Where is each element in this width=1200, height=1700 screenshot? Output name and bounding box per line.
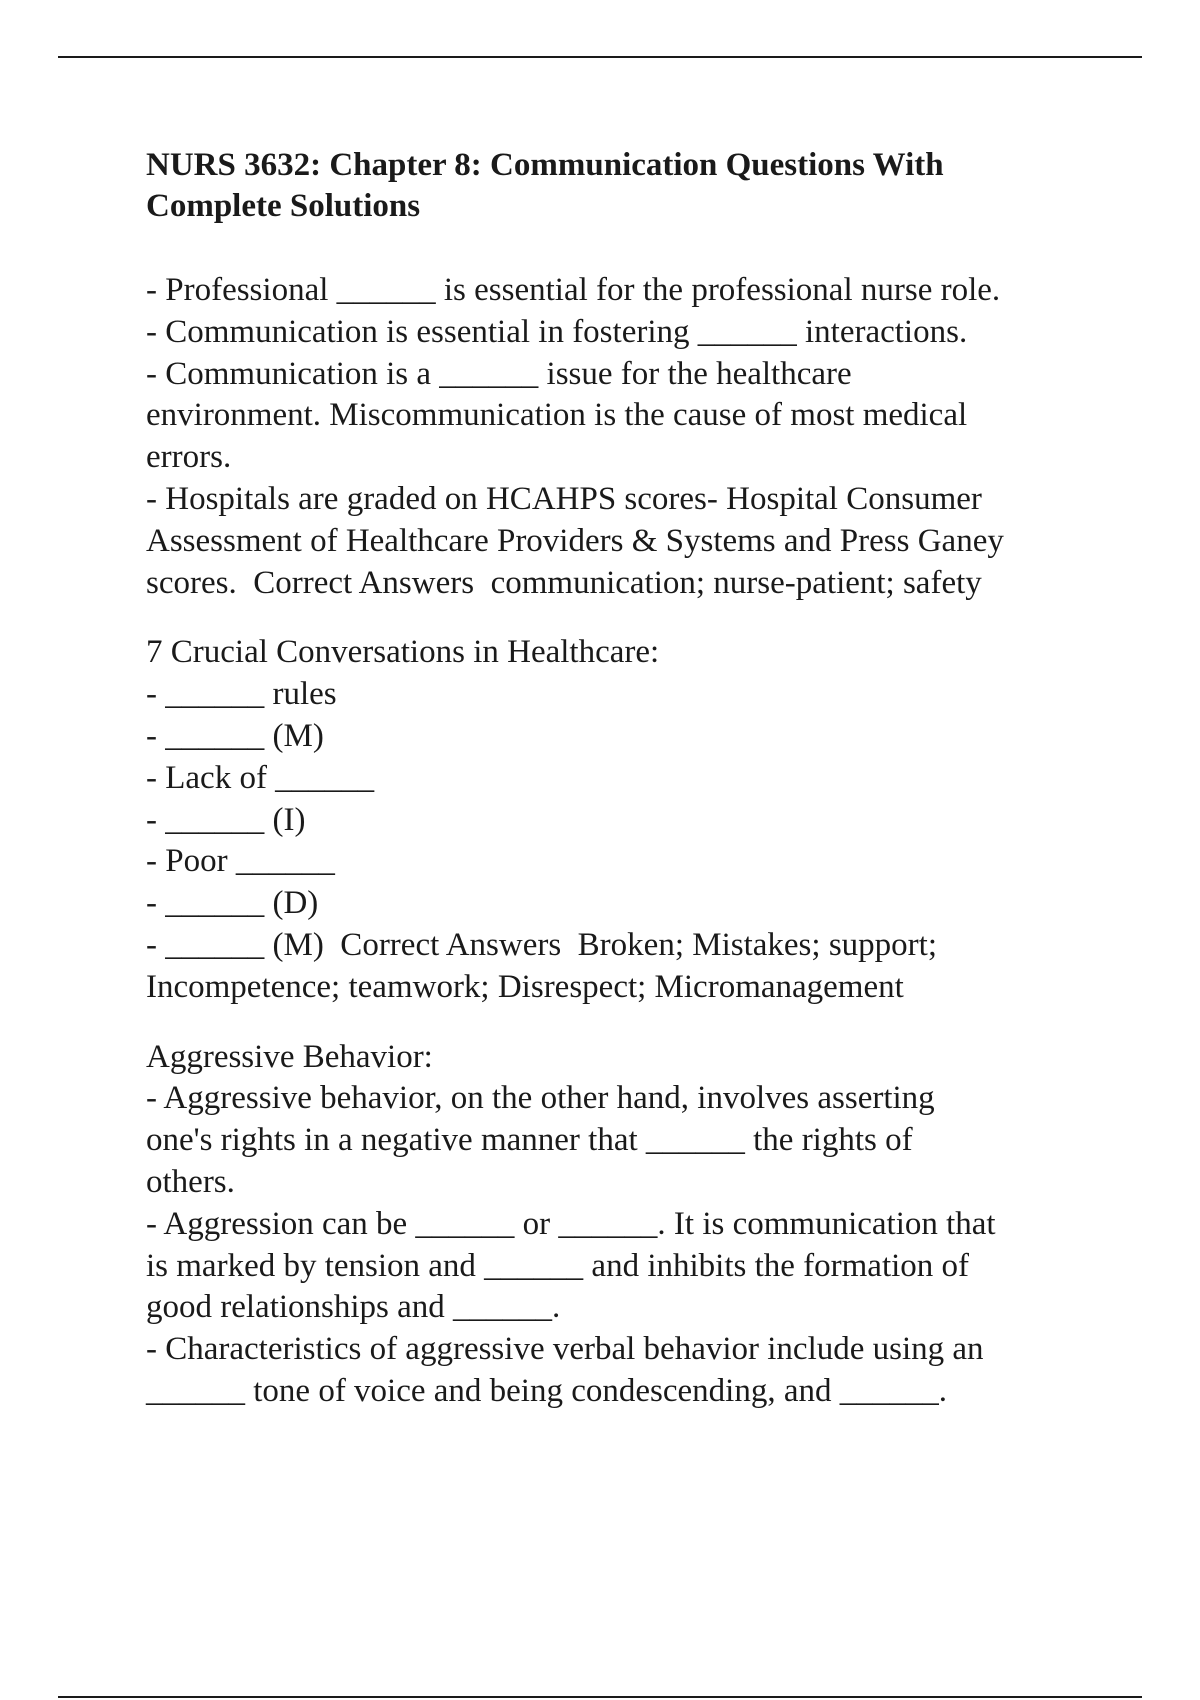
section-heading: 7 Crucial Conversations in Healthcare: — [146, 634, 660, 671]
text-line: - Aggression can be ______ or ______. It is communication that — [146, 1205, 996, 1242]
text-line: - Aggressive behavior, on the other hand, involves asserting — [146, 1080, 935, 1117]
title-line: NURS 3632: Chapter 8: Communication Questions With — [146, 147, 944, 183]
text-line: is marked by tension and ______ and inhibits the formation of — [146, 1247, 970, 1284]
text-line: - ______ (M) — [146, 717, 324, 754]
section-heading: Aggressive Behavior: — [146, 1038, 433, 1075]
footer-rule — [58, 1696, 1142, 1698]
text-line: - ______ (D) — [146, 885, 319, 922]
document-body — [146, 145, 1106, 1413]
document-title — [146, 145, 1106, 227]
text-line: Assessment of Healthcare Providers & Systems and Press Ganey — [146, 522, 1004, 559]
text-line: - Communication is a ______ issue for the healthcare — [146, 355, 852, 392]
text-line: others. — [146, 1163, 235, 1200]
text-line: Incompetence; teamwork; Disrespect; Micromanagement — [146, 968, 904, 1005]
text-line: - Lack of ______ — [146, 759, 375, 796]
title-line: Complete Solutions — [146, 188, 421, 224]
text-line: errors. — [146, 439, 232, 476]
text-line: ______ tone of voice and being condescending, and ______. — [146, 1372, 947, 1409]
text-line: - ______ (M) Correct Answers Broken; Mistakes; support; — [146, 926, 937, 963]
header-rule — [58, 56, 1142, 58]
section-communication — [146, 270, 1106, 604]
text-line: good relationships and ______. — [146, 1289, 561, 1326]
text-line: - Hospitals are graded on HCAHPS scores- Hospital Consumer — [146, 480, 982, 517]
text-line: environment. Miscommunication is the cause of most medical — [146, 397, 968, 434]
text-line: scores. Correct Answers communication; nurse-patient; safety — [146, 564, 982, 601]
section-aggressive-behavior — [146, 1037, 1106, 1413]
text-line: - Professional ______ is essential for the professional nurse role. — [146, 272, 1001, 308]
text-line: one's rights in a negative manner that ______ the rights of — [146, 1122, 913, 1159]
section-crucial-conversations — [146, 632, 1106, 1008]
text-line: - ______ (I) — [146, 801, 306, 838]
text-line: - Communication is essential in fostering ______ interactions. — [146, 313, 968, 350]
text-line: - Characteristics of aggressive verbal behavior include using an — [146, 1331, 984, 1368]
text-line: - ______ rules — [146, 676, 337, 713]
text-line: - Poor ______ — [146, 843, 335, 880]
